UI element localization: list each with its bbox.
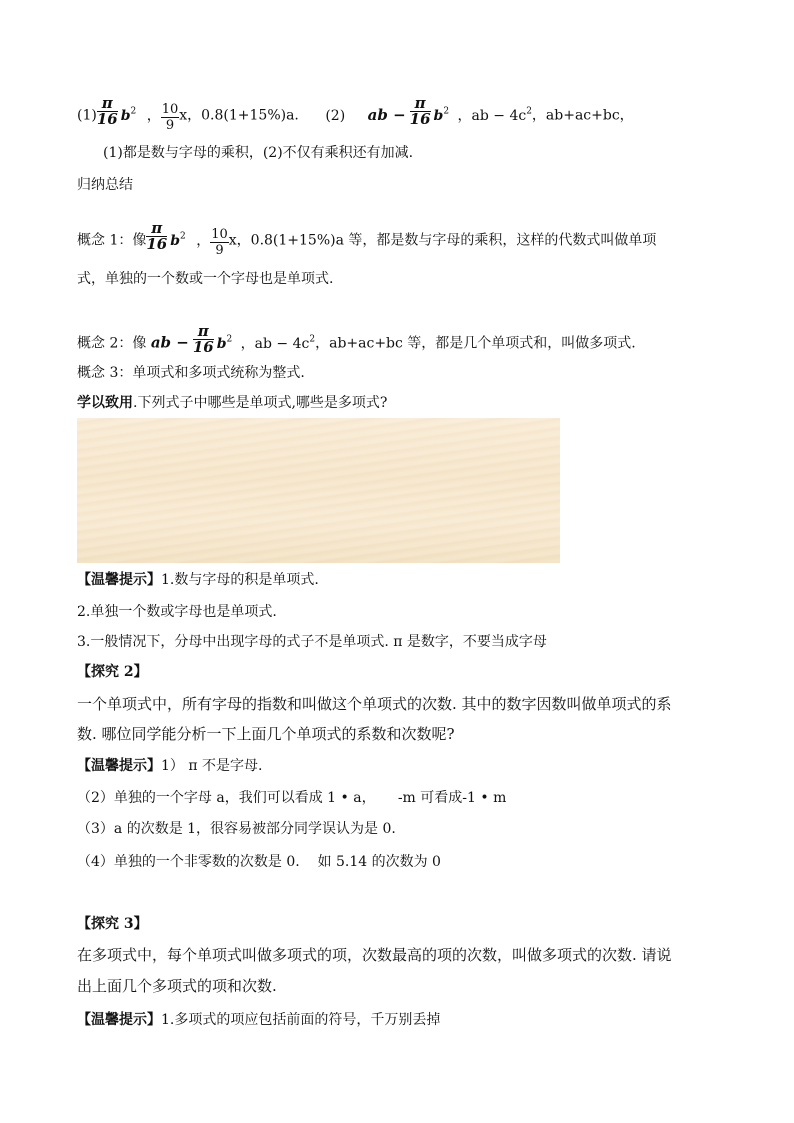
tips-1-item-3: 3.一般情况下，分母中出现字母的式子不是单项式. π 是数字，不要当成字母 (77, 634, 547, 650)
fraction-10-9: $\frac{10}{9}$ (161, 102, 179, 133)
tips-2-item-4: （4）单独的一个非零数的次数是 0. 如 5.14 的次数为 0 (77, 854, 441, 870)
concept-2: 概念 2：像 ab − $\frac{\pi}{16}$ $b^2$ ，ab − $4c^2$，ab+ac+bc 等，都是几个单项式和，叫做多项式. (77, 322, 636, 356)
apply-question: 学以致用.下列式子中哪些是单项式,哪些是多项式? (77, 395, 388, 411)
explore-3-heading: 【探究 3】 (77, 916, 148, 932)
tips-2-item-2: （2）单独的一个字母 a，我们可以看成 1 • a， -m 可看成-1 • m (77, 790, 507, 806)
explore-2-p2: 数. 哪位同学能分析一下上面几个单项式的系数和次数呢? (77, 725, 455, 743)
part2-label: (2) (325, 107, 346, 124)
concept-1-cont: 式，单独的一个数或一个字母也是单项式. (77, 271, 334, 287)
fraction-pi-16-c: $\frac{\pi}{16}$ (146, 219, 168, 253)
concept-1: 概念 1：像 $\frac{\pi}{16}$ $b^2$ ， $\frac{10}{9}$ x，0.8(1+15%)a 等，都是数与字母的乘积，这样的代数式叫做单项 (77, 219, 657, 258)
summary-heading: 归纳总结 (77, 177, 133, 193)
part1-label: (1) (77, 107, 97, 124)
fraction-pi-16-b: $\frac{\pi}{16}$ (409, 94, 431, 128)
explore-2-heading: 【探究 2】 (77, 664, 148, 680)
tips-1: 【温馨提示】1.数与字母的积是单项式. (77, 572, 319, 588)
tips-2: 【温馨提示】1） π 不是字母. (77, 758, 263, 774)
tips-3: 【温馨提示】1.多项式的项应包括前面的符号，千万别丢掉 (77, 1012, 441, 1028)
explore-3-p2: 出上面几个多项式的项和次数. (77, 977, 277, 995)
explanation-line: (1)都是数与字母的乘积，(2)不仅有乘积还有加减. (103, 145, 414, 161)
explore-3-p1: 在多项式中，每个单项式叫做多项式的项，次数最高的项的次数，叫做多项式的次数. 请说 (77, 946, 672, 964)
tips-2-item-3: （3）a 的次数是 1，很容易被部分同学误认为是 0. (77, 821, 396, 837)
fraction-pi-16-d: $\frac{\pi}{16}$ (192, 322, 214, 356)
concept-3: 概念 3：单项式和多项式统称为整式. (77, 365, 305, 381)
exercise-image-placeholder (77, 418, 560, 563)
fraction-pi-16: $\frac{\pi}{16}$ (96, 94, 118, 128)
explore-2-p1: 一个单项式中，所有字母的指数和叫做这个单项式的次数. 其中的数字因数叫做单项式的系 (77, 695, 672, 713)
line-examples: (1) $\frac{\pi}{16}$ $b^2$ ， $\frac{10}{9}$ x，0.8(1+15%)a. (2) ab − $\frac{\pi}{16}$ $b^2$ ，ab − $4c^2$，ab+ac+bc， (77, 94, 634, 133)
fraction-10-9-b: $\frac{10}{9}$ (211, 227, 228, 258)
tips-1-item-2: 2.单独一个数或字母也是单项式. (77, 604, 277, 620)
